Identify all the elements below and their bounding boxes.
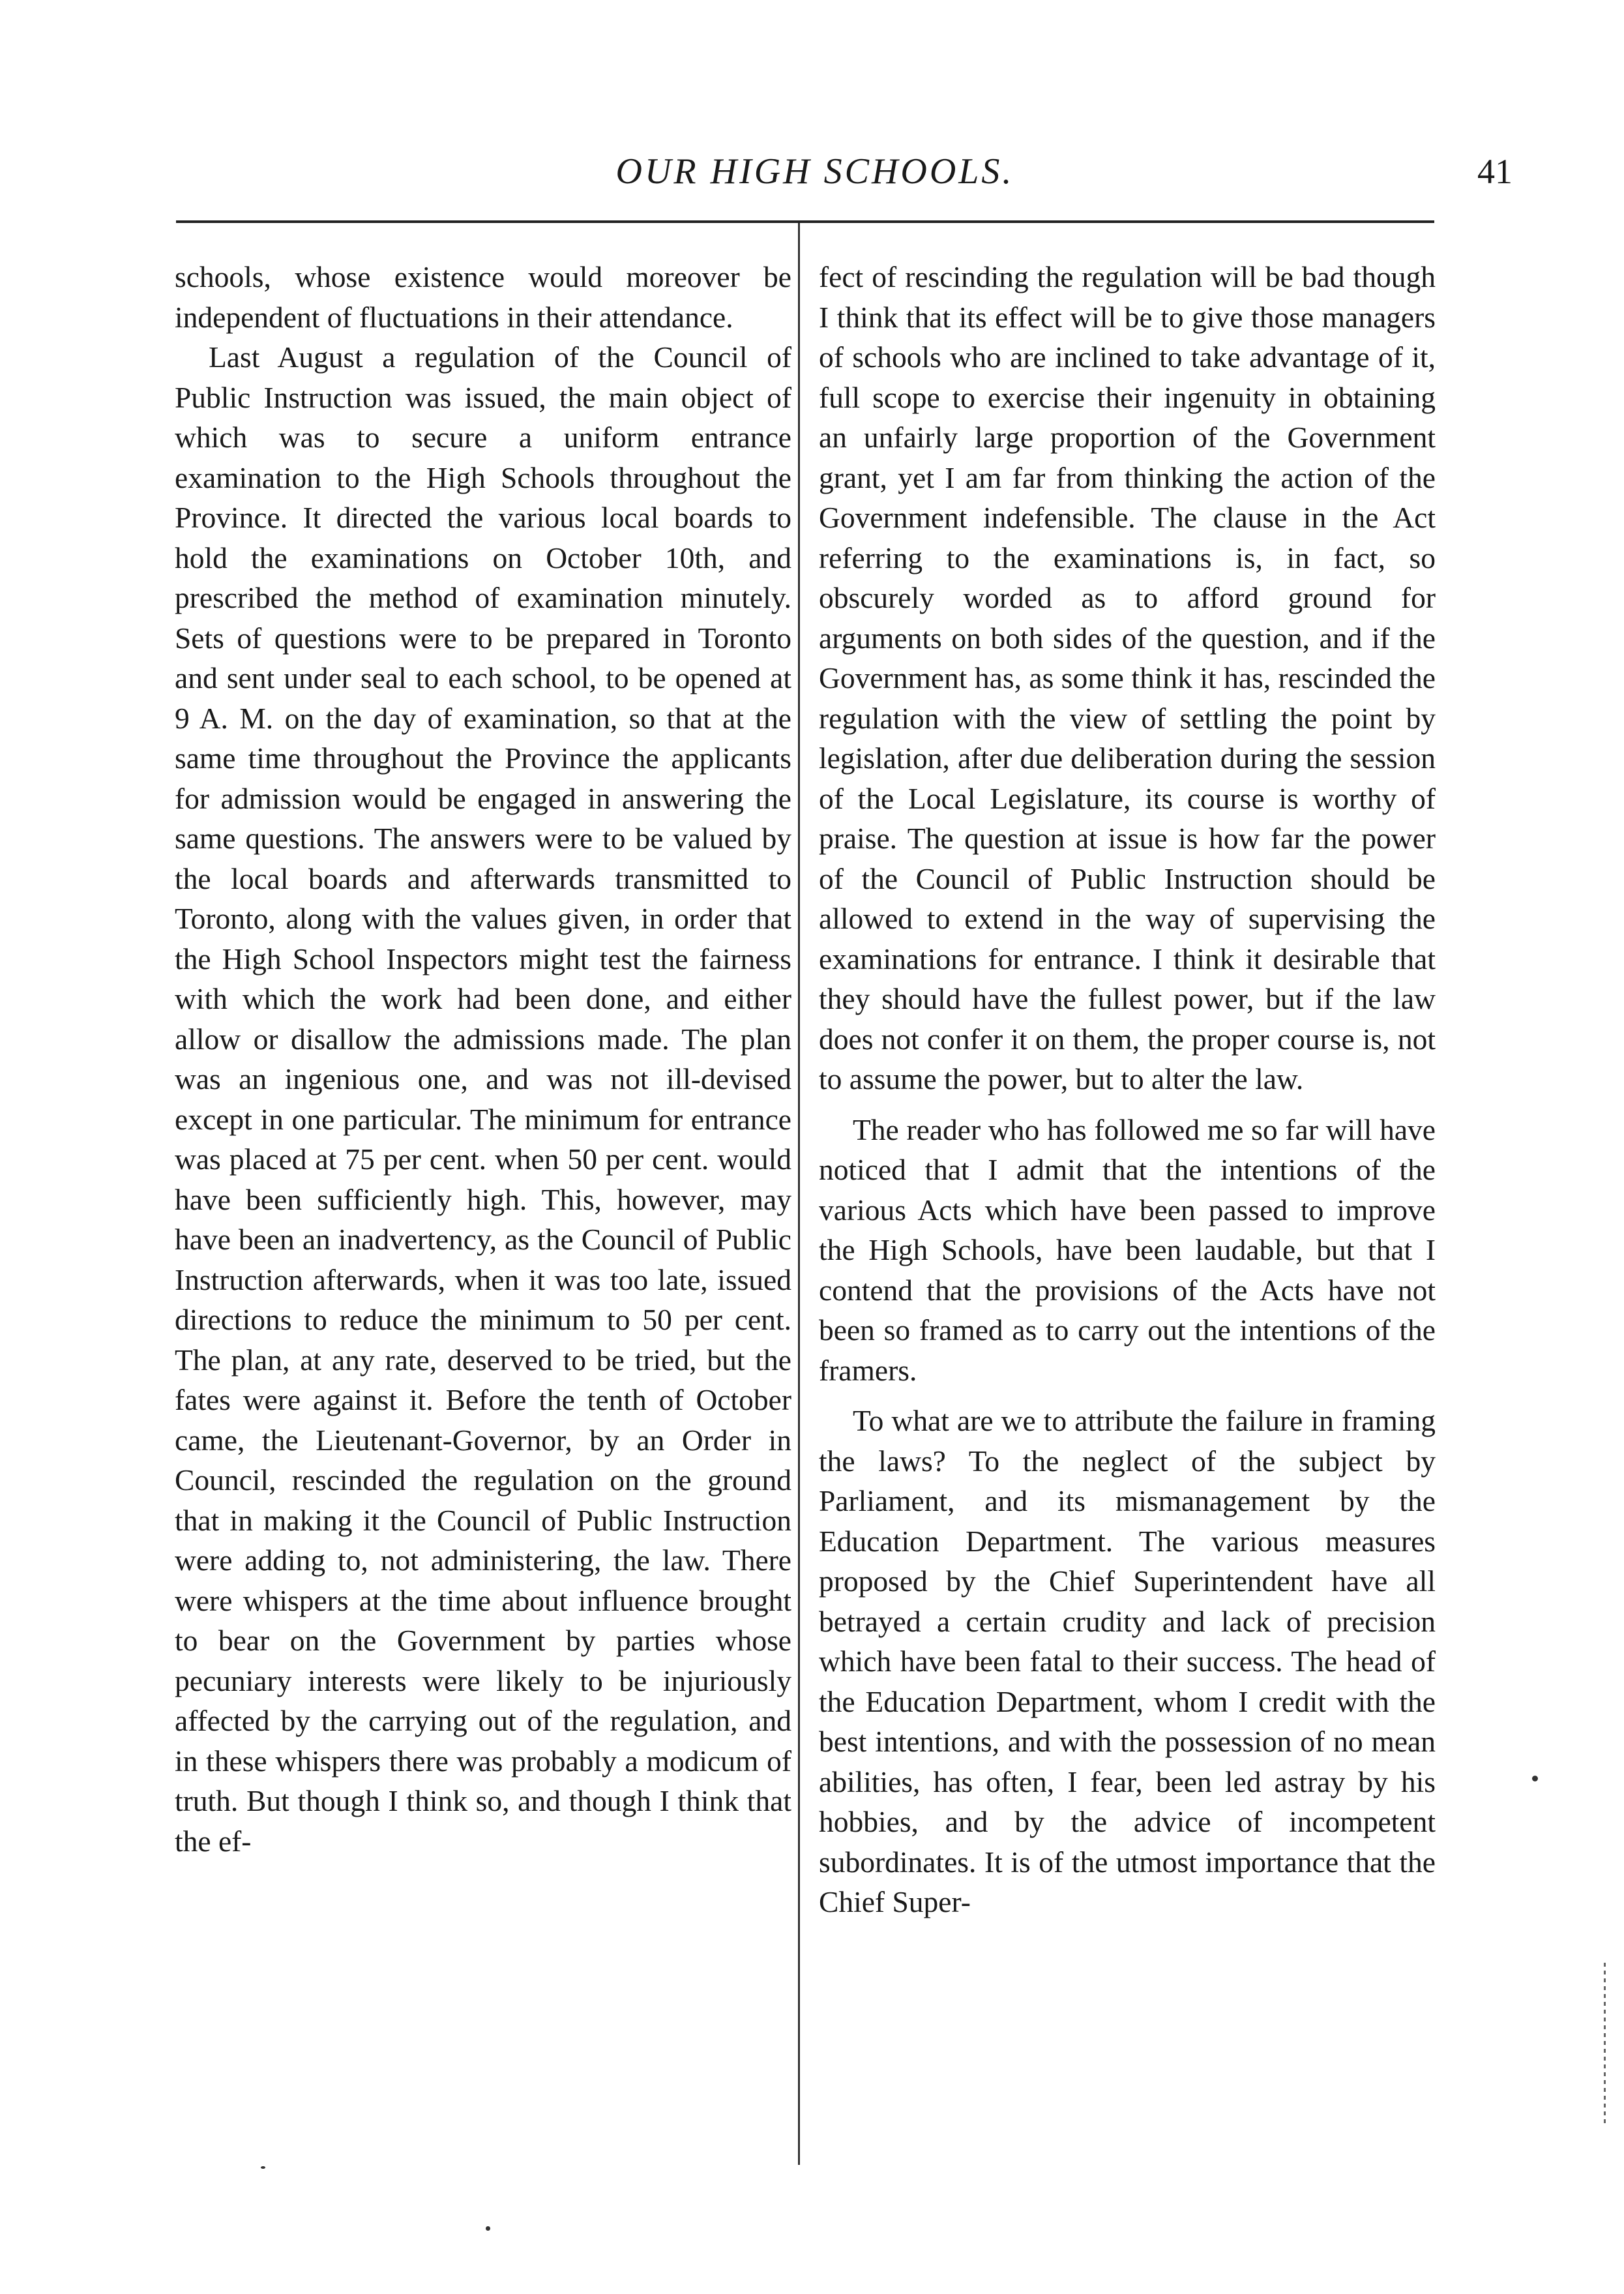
column-divider: [798, 223, 800, 2165]
page-number: 41: [1477, 152, 1513, 191]
running-title: OUR HIGH SCHOOLS.: [615, 151, 1014, 192]
page-edge-mark: [1604, 1963, 1606, 2126]
print-speck: [1532, 1776, 1538, 1781]
paragraph: The reader who has followed me so far will have noticed that I admit that the intentions of the various Acts which have been passed to improve the High Schools, have been laudable, but that I contend that the provisions of the Acts have not been so framed as to carry out the intentions of the framers.: [819, 1112, 1436, 1387]
running-head: [176, 149, 1513, 194]
paragraph: fect of rescinding the regulation will be bad though I think that its effect will be to give those managers of schools who are inclined to take advantage of it, full scope to exercise their ingenuity in obtaining an unfairly large proportion of the Government grant, yet I am far from thinking the action of the Government indefensible. The clause in the Act referring to the examinations is, in fact, so obscurely worded as to afford ground for arguments on both sides of the question, and if the Government has, as some think it has, rescinded the regulation with the view of settling the point by legislation, after due deliberation during the session of the Local Legislature, its course is worthy of praise. The question at issue is how far the power of the Council of Public Instruction should be allowed to extend in the way of supervising the examinations for entrance. I think it desirable that they should have the fullest power, but if the law does not confer it on them, the proper course is, not to assume the power, but to alter the law.: [819, 260, 1436, 1095]
right-column: [819, 257, 1436, 1922]
paragraph: Last August a regulation of the Council of Public Instruction was issued, the main object of which was to secure a uniform entrance examination to the High Schools throughout the Province. It directed the various local boards to hold the examinations on October 10th, and prescribed the method of examination minutely. Sets of questions were to be prepared in Toronto and sent under seal to each school, to be opened at 9 A. M. on the day of examination, so that at the same time throughout the Province the applicants for admission would be engaged in answering the same questions. The answers were to be valued by the local boards and afterwards transmitted to Toronto, along with the values given, in order that the High School Inspectors might test the fairness with which the work had been done, and either allow or disallow the admissions made. The plan was an ingenious one, and was not ill-devised except in one particular. The minimum for entrance was placed at 75 per cent. when 50 per cent. would have been sufficiently high. This, however, may have been an inadvertency, as the Council of Public Instruction afterwards, when it was too late, issued directions to reduce the minimum to 50 per cent. The plan, at any rate, deserved to be tried, but the fates were against it. Before the tenth of October came, the Lieutenant-Governor, by an Order in Council, rescinded the regulation on the ground that in making it the Council of Public Instruction were adding to, not administering, the law. There were whispers at the time about influence brought to bear on the Government by parties whose pecuniary interests were likely to be injuriously affected by the carrying out of the regulation, and in these whispers there was probably a modicum of truth. But though I think so, and though I think that the ef-: [175, 340, 791, 1858]
left-column: [175, 257, 791, 1861]
paragraph: schools, whose existence would moreover be independent of fluctuations in their attendance.: [175, 260, 791, 334]
paragraph: To what are we to attribute the failure in framing the laws? To the neglect of the subject by Parliament, and its mismanagement by the Education Department. The various measures proposed by the Chief Superintendent have all betrayed a certain crudity and lack of precision which have been fatal to their success. The head of the Education Department, whom I credit with the best intentions, and with the possession of no mean abilities, has often, I fear, been led astray by his hobbies, and by the advice of incompetent subordinates. It is of the utmost importance that the Chief Super-: [819, 1404, 1436, 1918]
print-speck: [261, 2166, 265, 2169]
header-rule: [176, 220, 1434, 223]
print-speck: [486, 2226, 490, 2231]
